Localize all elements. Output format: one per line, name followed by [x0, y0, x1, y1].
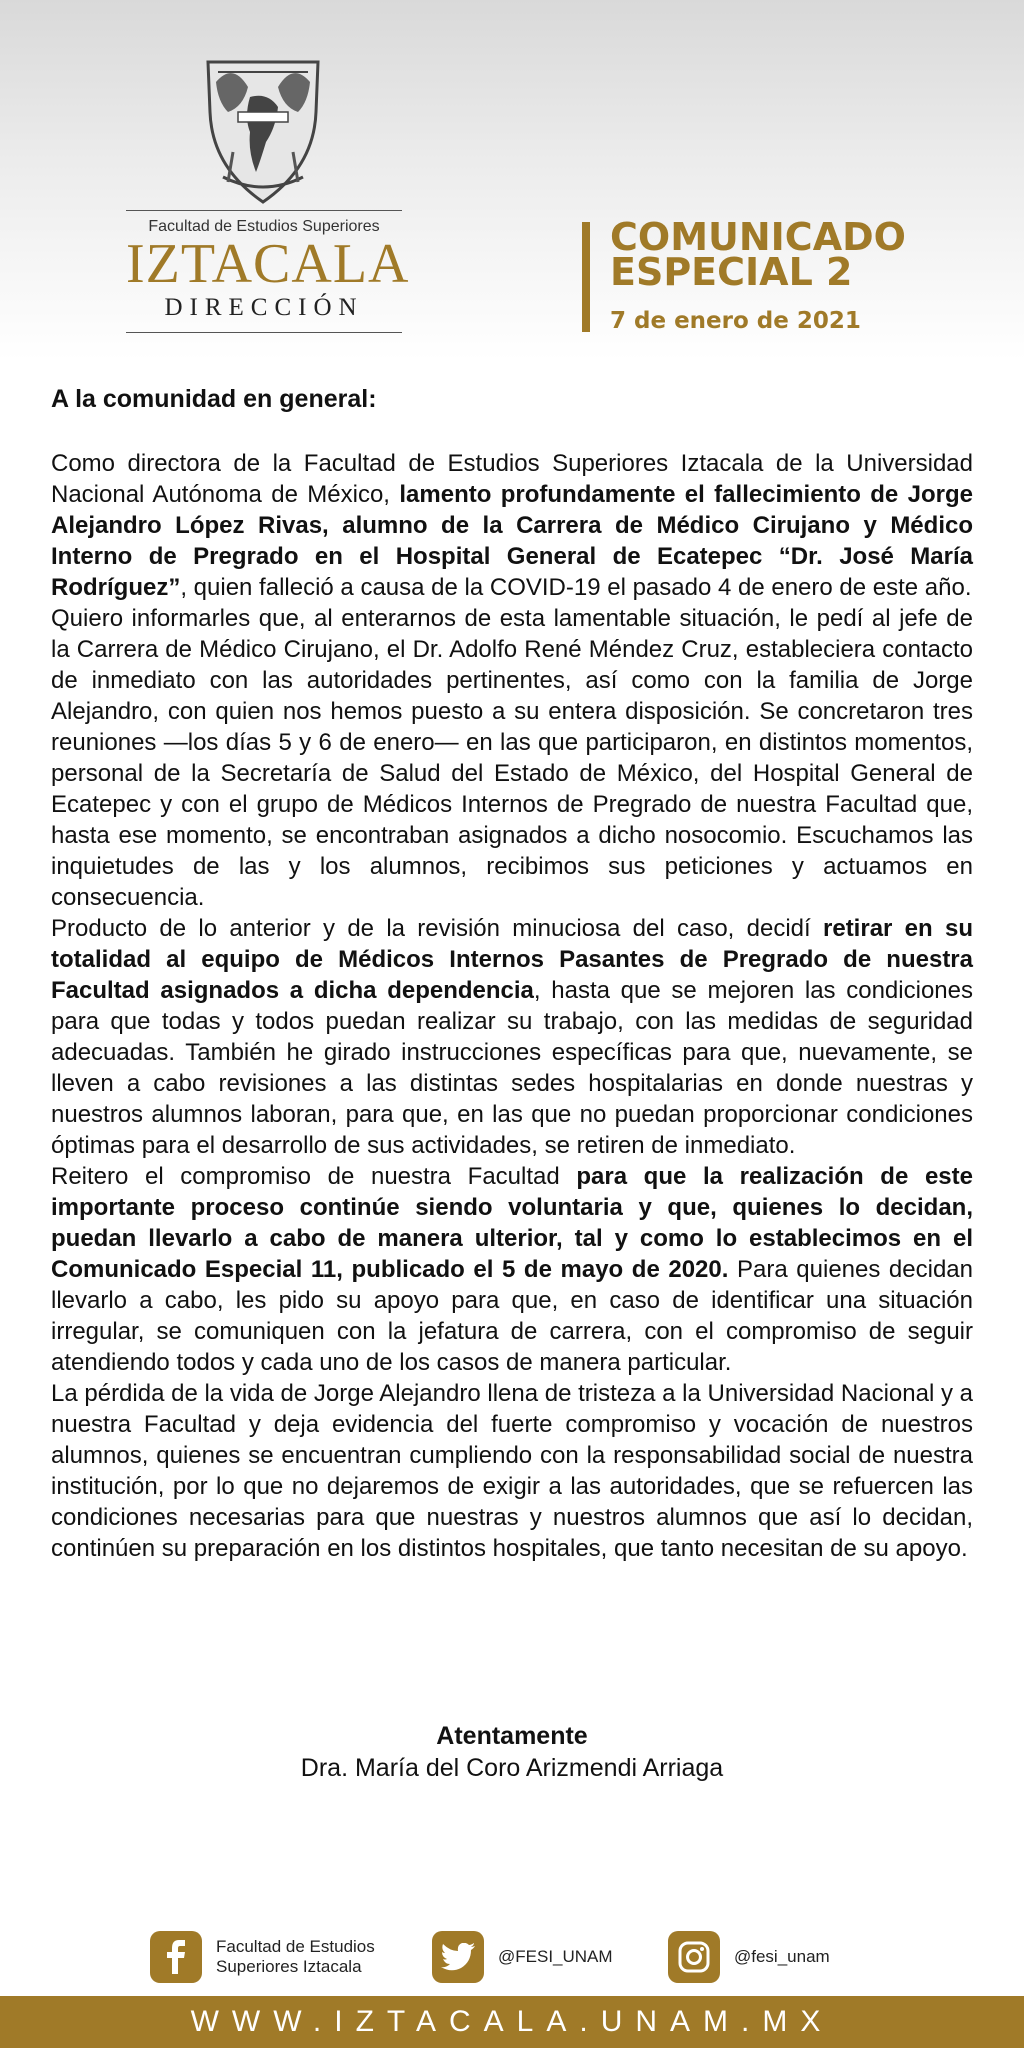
title-line-2: ESPECIAL 2 — [610, 250, 853, 294]
paragraph-3-text-a: Producto de lo anterior y de la revisión minuciosa del caso, decidí — [51, 915, 823, 942]
paragraph-1 — [51, 448, 973, 603]
footer-url[interactable]: WWW.IZTACALA.UNAM.MX — [0, 1996, 1024, 2048]
faculty-unit: DIRECCIÓN — [164, 294, 364, 321]
signature-block — [0, 1720, 1024, 1784]
facebook-label-line-2: Superiores Iztacala — [216, 1957, 362, 1976]
paragraph-1-bold: lamento profundamente el fallecimiento de Jorge Alejandro López Rivas, alumno de la Carrera de Médico Cirujano y Médico Interno de Pregrado en el Hospital General de Ecatepec “Dr. José María Rodríguez” — [51, 481, 974, 601]
instagram-handle[interactable]: @fesi_unam — [734, 1947, 830, 1966]
social-twitter[interactable] — [432, 1930, 613, 1984]
unam-crest-icon — [188, 52, 338, 212]
paragraph-2: Quiero informarles que, al enterarnos de esta lamentable situación, le pedí al jefe de la Carrera de Médico Cirujano, el Dr. Adolfo René Méndez Cruz, estableciera contacto de inmediato con las autoridades pertinentes, así como con la familia de Jorge Alejandro, con quien nos hemos puesto a su entera disposición. Se concretaron tres reuniones —los días 5 y 6 de enero— en las que participaron, en distintos momentos, personal de la Secretaría de Salud del Estado de México, del Hospital General de Ecatepec y con el grupo de Médicos Internos de Pregrado de nuestra Facultad que, hasta ese momento, se encontraban asignados a dicho nosocomio. Escuchamos las inquietudes de las y los alumnos, recibimos sus peticiones y actuamos en consecuencia. — [51, 605, 973, 911]
header-divider-bottom — [126, 332, 402, 333]
social-instagram[interactable] — [668, 1930, 830, 1984]
faculty-name: IZTACALA — [126, 233, 410, 295]
letter-body — [51, 448, 973, 1564]
faculty-subtitle: Facultad de Estudios Superiores — [148, 218, 380, 235]
twitter-handle[interactable]: @FESI_UNAM — [498, 1947, 613, 1966]
paragraph-4-bold: para que la realización de este importante proceso continúe siendo voluntaria y que, quienes lo decidan, puedan llevarlo a cabo de manera ulterior, tal y como lo establecimos en el Comunicado Especial 11, publicado el 5 de mayo de 2020. — [51, 1163, 973, 1283]
social-facebook[interactable] — [150, 1930, 375, 1984]
paragraph-1-text-c: , quien falleció a causa de la COVID-19 el pasado 4 de enero de este año. — [180, 574, 972, 601]
paragraph-4 — [51, 1161, 973, 1378]
paragraph-3-text-c: , hasta que se mejoren las condiciones para que todas y todos puedan realizar su trabajo, con las medidas de seguridad adecuadas. También he girado instrucciones específicas para que, nuevamente, se lleven a cabo revisiones a las distintas sedes hospitalarias en donde nuestras y nuestros alumnos laboran, para que, en las que no puedan proporcionar condiciones óptimas para el desarrollo de sus actividades, se retiren de inmediato. — [51, 977, 973, 1159]
title-accent-bar — [582, 222, 590, 332]
facebook-label[interactable] — [216, 1937, 375, 1977]
paragraph-4-text-a: Reitero el compromiso de nuestra Facultad — [51, 1163, 577, 1190]
twitter-icon[interactable] — [432, 1931, 484, 1983]
facebook-icon[interactable] — [150, 1931, 202, 1983]
closing: Atentamente — [436, 1722, 588, 1750]
header-divider-top — [126, 210, 402, 211]
paragraph-3-bold: retirar en su totalidad al equipo de Médicos Internos Pasantes de Pregrado de nuestra Facultad asignados a dicha dependencia — [51, 915, 973, 1004]
paragraph-5: La pérdida de la vida de Jorge Alejandro llena de tristeza a la Universidad Nacional y a nuestra Facultad y deja evidencia del fuerte compromiso y vocación de nuestros alumnos, quienes se encuentran cumpliendo con la responsabilidad social de nuestra institución, por lo que no dejaremos de exigir a las autoridades, que se refuercen las condiciones necesarias para que nuestras y nuestros alumnos que así lo decidan, continúen su preparación en los distintos hospitales, que tanto necesitan de su apoyo. — [51, 1380, 973, 1562]
title-line-1: COMUNICADO — [610, 215, 906, 259]
greeting: A la comunidad en general: — [51, 385, 377, 413]
instagram-icon[interactable] — [668, 1931, 720, 1983]
communique-date: 7 de enero de 2021 — [610, 308, 861, 334]
paragraph-3 — [51, 913, 973, 1161]
paragraph-4-text-c: Para quienes decidan llevarlo a cabo, les pido su apoyo para que, en caso de identificar una situación irregular, se comuniquen con la jefatura de carrera, con el compromiso de seguir atendiendo todos y cada uno de los casos de manera particular. — [51, 1256, 974, 1376]
signer-name: Dra. María del Coro Arizmendi Arriaga — [300, 1754, 724, 1782]
communique-title — [610, 215, 906, 294]
paragraph-1-text-a: Como directora de la Facultad de Estudios Superiores Iztacala de la Universidad Nacional Autónoma de México, — [51, 450, 973, 508]
facebook-label-line-1: Facultad de Estudios — [216, 1937, 375, 1956]
